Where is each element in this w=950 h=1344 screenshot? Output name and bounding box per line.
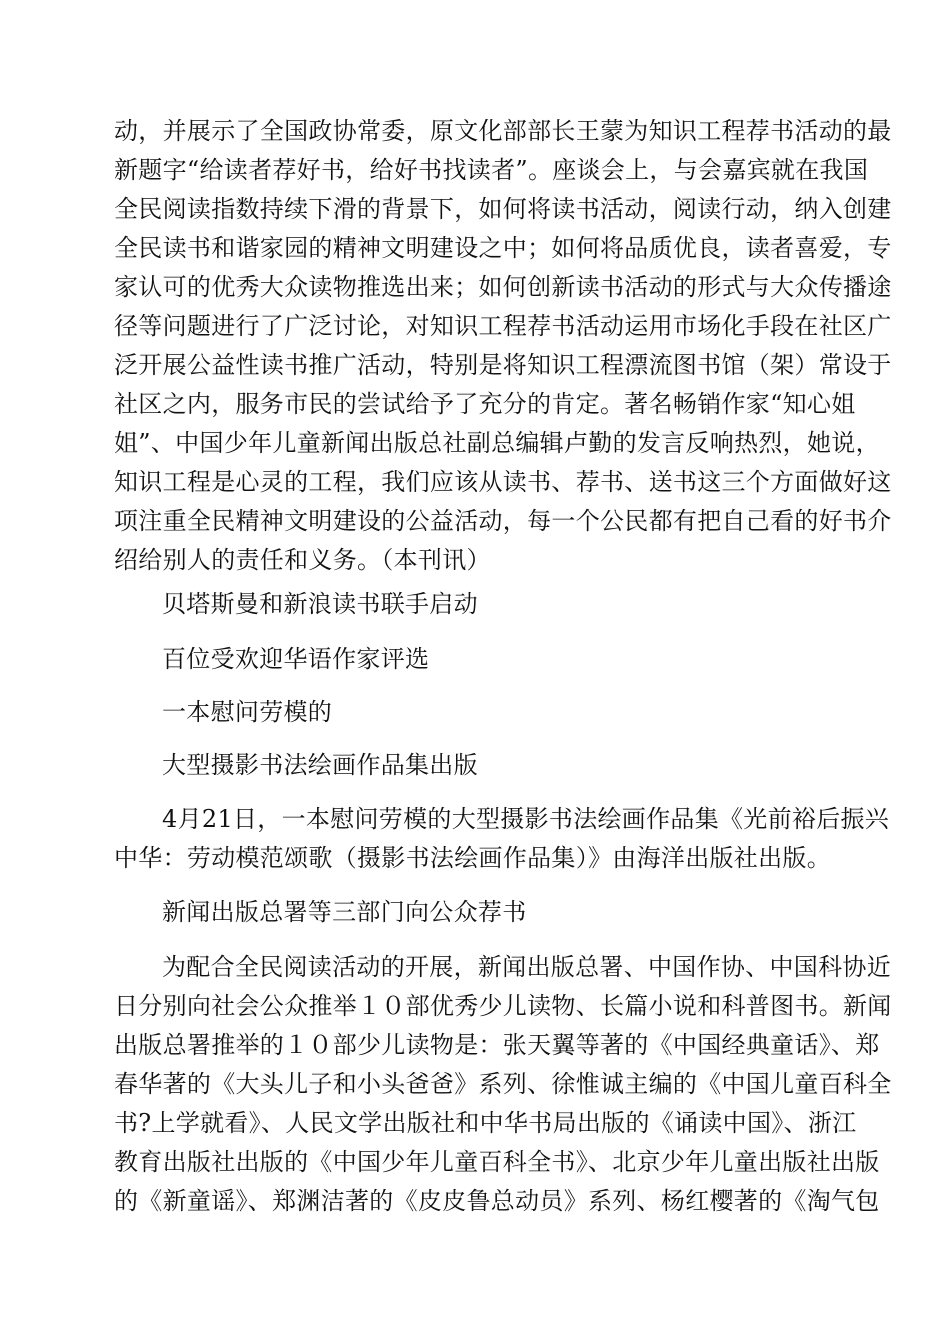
text-line: 教育出版社出版的《中国少年儿童百科全书》、北京少年儿童出版社出版 [114, 1148, 880, 1176]
text-line: 春华著的《大头儿子和小头爸爸》系列、徐惟诚主编的《中国儿童百科全 [114, 1070, 892, 1098]
text-line: 日分别向社会公众推举１０部优秀少儿读物、长篇小说和科普图书。新闻 [114, 992, 892, 1020]
section-heading: 贝塔斯曼和新浪读书联手启动 [162, 590, 478, 618]
text-line: 为配合全民阅读活动的开展，新闻出版总署、中国作协、中国科协近 [162, 953, 891, 981]
section-heading: 大型摄影书法绘画作品集出版 [162, 751, 478, 779]
text-line: 全民读书和谐家园的精神文明建设之中；如何将品质优良，读者喜爱，专 [114, 234, 892, 262]
text-line: 家认可的优秀大众读物推选出来；如何创新读书活动的形式与大众传播途 [114, 273, 892, 301]
news-paragraph [114, 800, 890, 878]
text-line: 径等问题进行了广泛讨论，对知识工程荐书活动运用市场化手段在社区广 [114, 312, 892, 340]
text-line: 中华：劳动模范颂歌（摄影书法绘画作品集）》由海洋出版社出版。 [114, 844, 831, 872]
intro-paragraph [114, 112, 892, 580]
text-line: 泛开展公益性读书推广活动，特别是将知识工程漂流图书馆（架）常设于 [114, 351, 892, 379]
text-line: 4月21日，一本慰问劳模的大型摄影书法绘画作品集《光前裕后振兴 [162, 805, 890, 833]
text-line: 出版总署推举的１０部少儿读物是：张天翼等著的《中国经典童话》、郑 [114, 1031, 880, 1059]
section-heading: 百位受欢迎华语作家评选 [162, 645, 430, 673]
text-line: 全民阅读指数持续下滑的背景下，如何将读书活动，阅读行动，纳入创建 [114, 195, 892, 223]
final-paragraph [114, 948, 892, 1221]
section-heading: 一本慰问劳模的 [162, 698, 333, 726]
text-line: 姐”、中国少年儿童新闻出版总社副总编辑卢勤的发言反响热烈，她说， [114, 429, 880, 457]
text-line: 动，并展示了全国政协常委，原文化部部长王蒙为知识工程荐书活动的最 [114, 117, 892, 145]
text-line: 社区之内，服务市民的尝试给予了充分的肯定。著名畅销作家“知心姐 [114, 390, 856, 418]
text-line: 项注重全民精神文明建设的公益活动，每一个公民都有把自己看的好书介 [114, 507, 892, 535]
section-heading: 新闻出版总署等三部门向公众荐书 [162, 898, 527, 926]
text-line: 的《新童谣》、郑渊洁著的《皮皮鲁总动员》系列、杨红樱著的《淘气包 [114, 1187, 880, 1215]
text-line: 新题字“给读者荐好书，给好书找读者”。座谈会上，与会嘉宾就在我国 [114, 156, 869, 184]
text-line: 知识工程是心灵的工程，我们应该从读书、荐书、送书这三个方面做好这 [114, 468, 892, 496]
text-line: 书?上学就看》、人民文学出版社和中华书局出版的《诵读中国》、浙江 [114, 1109, 857, 1137]
text-line: 绍给别人的责任和义务。（本刊讯） [114, 546, 491, 574]
